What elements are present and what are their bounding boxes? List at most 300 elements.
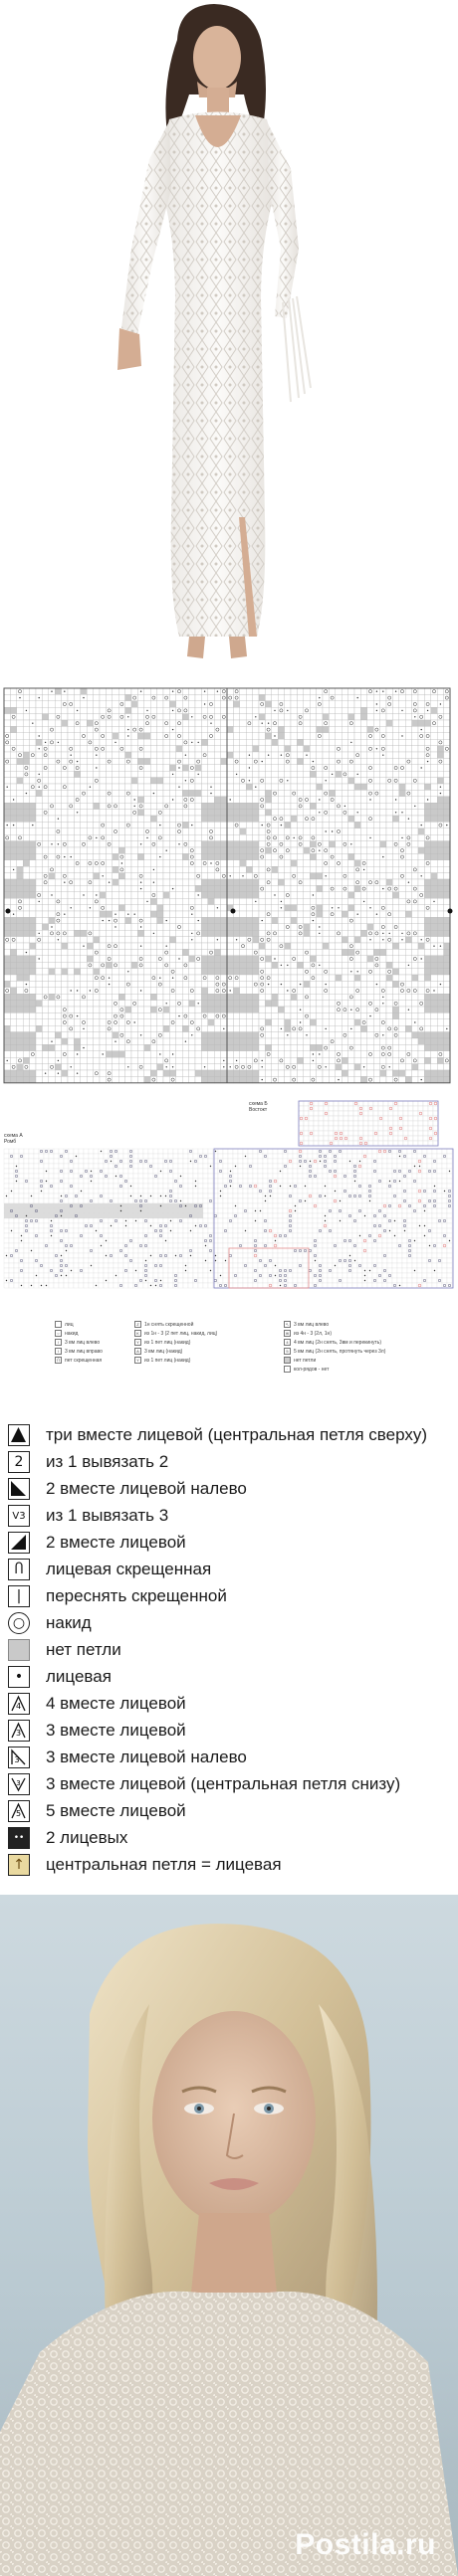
chart-cell (4, 810, 10, 816)
chart-cell (195, 937, 201, 943)
chart-cell (291, 1019, 297, 1025)
chart-cell (233, 707, 239, 713)
chart-cell (240, 943, 246, 949)
chart-cell (208, 1038, 214, 1044)
chart-cell (297, 892, 303, 898)
chart-cell (431, 765, 437, 771)
chart-cell (386, 810, 392, 816)
chart-cell (10, 847, 16, 853)
chart-cell (317, 822, 323, 828)
chart-cell (49, 905, 55, 911)
chart-cell (310, 1007, 316, 1012)
chart-cell (405, 733, 411, 739)
chart-cell (285, 726, 291, 732)
chart-cell (214, 1044, 220, 1050)
chart-cell (278, 949, 284, 955)
chart-cell (233, 739, 239, 745)
chart-cell (310, 866, 316, 872)
chart-cell (380, 1019, 386, 1025)
chart-cell (342, 1038, 347, 1044)
chart-cell (81, 758, 87, 764)
chart-cell (36, 885, 42, 891)
chart-cell (157, 739, 163, 745)
chart-cell (201, 1038, 207, 1044)
chart-cell (189, 803, 195, 809)
chart-cell (373, 733, 379, 739)
chart-cell (106, 860, 112, 866)
chart-cell (317, 917, 323, 923)
chart-cell (195, 803, 201, 809)
knit-mark (262, 920, 263, 921)
chart-cell (81, 1012, 87, 1018)
chart-cell (329, 879, 335, 885)
chart-cell (310, 853, 316, 859)
chart-cell (392, 892, 398, 898)
chart-cell (373, 1007, 379, 1012)
chart-cell (336, 714, 342, 720)
chart-cell (253, 847, 259, 853)
knit-mark (178, 1015, 179, 1016)
chart-cell (87, 937, 93, 943)
chart-cell (304, 810, 310, 816)
chart-cell (354, 981, 360, 987)
chart-cell (437, 937, 443, 943)
chart-cell (265, 988, 271, 994)
chart-cell (291, 911, 297, 917)
chart-cell (49, 752, 55, 758)
chart-cell (201, 956, 207, 962)
chart-cell (240, 752, 246, 758)
chart-cell (189, 1012, 195, 1018)
chart-cell (278, 853, 284, 859)
chart-cell (55, 924, 61, 930)
chart-cell (118, 988, 124, 994)
chart-cell (354, 949, 360, 955)
chart-cell (94, 885, 100, 891)
chart-cell (392, 981, 398, 987)
chart-cell (201, 1044, 207, 1050)
chart-cell (23, 962, 29, 968)
chart-cell (214, 885, 220, 891)
chart-cell (310, 1025, 316, 1031)
chart-cell (208, 962, 214, 968)
chart-cell (17, 1038, 23, 1044)
knit-mark (255, 901, 256, 902)
chart-cell (182, 917, 188, 923)
chart-cell (412, 975, 418, 981)
knit-mark (300, 1021, 301, 1022)
knit-mark (166, 946, 167, 947)
chart-cell (74, 771, 80, 777)
chart-cell (144, 752, 150, 758)
chart-cell (285, 701, 291, 707)
chart-cell (144, 911, 150, 917)
chart-cell (118, 1025, 124, 1031)
chart-cell (68, 860, 74, 866)
chart-cell (285, 1025, 291, 1031)
chart-cell (201, 873, 207, 879)
chart-cell (367, 733, 373, 739)
chart-cell (36, 943, 42, 949)
knit-mark (96, 755, 97, 756)
chart-cell (317, 771, 323, 777)
chart-cell (94, 1070, 100, 1076)
chart-cell (412, 790, 418, 796)
chart-cell (253, 694, 259, 700)
chart-cell (137, 873, 143, 879)
chart-cell (74, 873, 80, 879)
knit-mark (281, 907, 282, 908)
knit-mark (140, 1034, 141, 1035)
chart-cell (36, 1001, 42, 1007)
chart-cell (278, 866, 284, 872)
chart-cell (323, 694, 329, 700)
chart-cell (55, 834, 61, 840)
knit-mark (274, 710, 275, 711)
chart-cell (317, 790, 323, 796)
chart-cell (157, 810, 163, 816)
chart-cell (392, 975, 398, 981)
chart-cell (81, 739, 87, 745)
chart-cell (131, 752, 137, 758)
chart-cell (137, 981, 143, 987)
chart-cell (208, 866, 214, 872)
chart-cell (392, 778, 398, 784)
chart-cell (272, 911, 278, 917)
chart-cell (444, 841, 450, 847)
chart-cell (342, 694, 347, 700)
chart-cell (94, 694, 100, 700)
chart-cell (297, 810, 303, 816)
chart-cell (399, 981, 405, 987)
chart-cell (304, 797, 310, 803)
chart-cell (348, 930, 354, 936)
chart-cell (342, 905, 347, 911)
chart-cell (418, 816, 424, 822)
chart-cell (113, 694, 118, 700)
chart-cell (176, 898, 182, 904)
chart-cell (323, 822, 329, 828)
chart-cell (131, 994, 137, 1000)
chart-cell (291, 1051, 297, 1057)
chart-cell (94, 981, 100, 987)
chart-cell (240, 962, 246, 968)
chart-cell (100, 739, 106, 745)
chart-cell (278, 784, 284, 790)
chart-cell (291, 797, 297, 803)
chart-cell (36, 937, 42, 943)
chart-cell (23, 1057, 29, 1063)
chart-cell (424, 1032, 430, 1038)
chart-cell (272, 873, 278, 879)
chart-cell (137, 937, 143, 943)
chart-cell (233, 917, 239, 923)
chart-cell (157, 694, 163, 700)
chart-cell (17, 746, 23, 752)
chart-cell (201, 892, 207, 898)
chart-cell (297, 930, 303, 936)
chart-cell (412, 930, 418, 936)
chart-cell (182, 1057, 188, 1063)
chart-cell (68, 994, 74, 1000)
chart-cell (17, 688, 23, 694)
chart-cell (342, 975, 347, 981)
chart-cell (49, 797, 55, 803)
chart-cell (144, 860, 150, 866)
chart-cell (373, 778, 379, 784)
chart-cell (169, 924, 175, 930)
chart-cell (30, 1025, 36, 1031)
chart-cell (233, 816, 239, 822)
chart-cell (360, 1032, 366, 1038)
chart-cell (253, 1051, 259, 1057)
chart-cell (49, 981, 55, 987)
chart-cell (106, 765, 112, 771)
chart-cell (144, 1001, 150, 1007)
chart-cell (278, 988, 284, 994)
chart-cell (373, 1001, 379, 1007)
chart-cell (348, 834, 354, 840)
chart-cell (189, 853, 195, 859)
chart-cell (272, 1025, 278, 1031)
chart-cell (285, 810, 291, 816)
chart-cell (412, 810, 418, 816)
chart-cell (137, 1012, 143, 1018)
chart-cell (227, 1051, 233, 1057)
chart-cell (150, 688, 156, 694)
chart-cell (380, 822, 386, 828)
chart-cell (418, 847, 424, 853)
chart-cell (272, 765, 278, 771)
chart-cell (125, 898, 131, 904)
chart-cell (23, 943, 29, 949)
chart-cell (68, 911, 74, 917)
chart-cell (444, 853, 450, 859)
chart-cell (329, 949, 335, 955)
chart-cell (176, 1038, 182, 1044)
chart-cell (323, 949, 329, 955)
chart-cell (157, 988, 163, 994)
chart-cell (265, 803, 271, 809)
chart-cell (81, 701, 87, 707)
chart-cell (405, 720, 411, 726)
chart-cell (201, 720, 207, 726)
knit-mark (140, 882, 141, 883)
chart-cell (259, 892, 265, 898)
chart-cell (424, 873, 430, 879)
chart-cell (360, 879, 366, 885)
chart-cell (380, 1025, 386, 1031)
chart-cell (278, 975, 284, 981)
knit-mark (287, 990, 288, 991)
chart-cell (68, 1070, 74, 1076)
chart-cell (221, 1038, 227, 1044)
chart-cell (392, 733, 398, 739)
chart-cell (113, 746, 118, 752)
chart-cell (424, 911, 430, 917)
chart-cell (131, 924, 137, 930)
chart-cell (399, 746, 405, 752)
chart-cell (23, 701, 29, 707)
knit-mark (427, 799, 428, 800)
chart-cell (182, 975, 188, 981)
chart-cell (17, 898, 23, 904)
chart-cell (380, 949, 386, 955)
chart-cell (240, 981, 246, 987)
chart-cell (444, 1007, 450, 1012)
chart-cell (386, 688, 392, 694)
chart-cell (189, 892, 195, 898)
chart-cell (367, 765, 373, 771)
chart-cell (150, 834, 156, 840)
knit-mark (421, 875, 422, 876)
chart-cell (253, 917, 259, 923)
chart-cell (291, 905, 297, 911)
chart-cell (125, 1070, 131, 1076)
chart-cell (431, 720, 437, 726)
chart-cell (310, 924, 316, 930)
knit-mark (90, 787, 91, 788)
chart-cell (317, 937, 323, 943)
chart-cell (360, 834, 366, 840)
chart-cell (310, 714, 316, 720)
chart-cell (150, 981, 156, 987)
chart-cell (227, 739, 233, 745)
chart-cell (157, 1032, 163, 1038)
chart-cell (437, 714, 443, 720)
chart-cell (118, 892, 124, 898)
chart-cell (304, 733, 310, 739)
chart-cell (380, 873, 386, 879)
chart-cell (157, 847, 163, 853)
chart-cell (214, 1038, 220, 1044)
chart-cell (291, 1057, 297, 1063)
chart-cell (342, 879, 347, 885)
chart-cell (444, 1038, 450, 1044)
chart-cell (94, 1044, 100, 1050)
chart-cell (10, 810, 16, 816)
chart-cell (380, 784, 386, 790)
chart-cell (444, 1012, 450, 1018)
chart-cell (182, 1001, 188, 1007)
knit-mark (191, 716, 192, 717)
knit-mark (77, 710, 78, 711)
chart-cell (189, 758, 195, 764)
chart-cell (4, 981, 10, 987)
chart-cell (253, 733, 259, 739)
chart-cell (431, 739, 437, 745)
chart-cell (195, 911, 201, 917)
chart-cell (68, 1051, 74, 1057)
chart-cell (424, 810, 430, 816)
chart-cell (304, 911, 310, 917)
chart-cell (23, 822, 29, 828)
chart-cell (137, 1001, 143, 1007)
chart-cell (17, 758, 23, 764)
chart-cell (392, 1012, 398, 1018)
chart-cell (4, 828, 10, 834)
knit-mark (319, 933, 320, 934)
chart-cell (240, 860, 246, 866)
chart-cell (169, 988, 175, 994)
chart-cell (367, 1007, 373, 1012)
chart-cell (424, 720, 430, 726)
chart-cell (106, 1070, 112, 1076)
chart-cell (444, 701, 450, 707)
chart-cell (291, 1001, 297, 1007)
chart-cell (118, 688, 124, 694)
chart-cell (354, 956, 360, 962)
chart-cell (329, 1038, 335, 1044)
chart-cell (4, 943, 10, 949)
chart-cell (246, 1012, 252, 1018)
chart-cell (74, 905, 80, 911)
chart-cell (106, 898, 112, 904)
chart-cell (386, 975, 392, 981)
chart-cell (163, 873, 169, 879)
knit-mark (440, 787, 441, 788)
chart-cell (94, 733, 100, 739)
chart-cell (49, 790, 55, 796)
chart-cell (125, 790, 131, 796)
chart-cell (354, 930, 360, 936)
chart-cell (424, 853, 430, 859)
chart-cell (399, 911, 405, 917)
chart-cell (310, 810, 316, 816)
chart-cell (392, 853, 398, 859)
chart-cell (182, 810, 188, 816)
chart-cell (405, 898, 411, 904)
chart-cell (386, 853, 392, 859)
chart-cell (100, 733, 106, 739)
chart-cell (348, 905, 354, 911)
chart-cell (55, 803, 61, 809)
chart-cell (444, 720, 450, 726)
chart-cell (412, 924, 418, 930)
chart-cell (100, 1070, 106, 1076)
chart-cell (201, 771, 207, 777)
chart-cell (431, 841, 437, 847)
chart-cell (367, 917, 373, 923)
chart-cell (240, 1025, 246, 1031)
chart-cell (87, 962, 93, 968)
chart-cell (163, 694, 169, 700)
chart-cell (10, 930, 16, 936)
chart-cell (144, 994, 150, 1000)
chart-cell (278, 956, 284, 962)
chart-cell (49, 847, 55, 853)
chart-cell (418, 988, 424, 994)
chart-cell (329, 784, 335, 790)
chart-cell (74, 1064, 80, 1070)
chart-cell (399, 758, 405, 764)
chart-cell (437, 834, 443, 840)
chart-cell (317, 1012, 323, 1018)
chart-cell (437, 962, 443, 968)
chart-cell (81, 828, 87, 834)
chart-cell (100, 847, 106, 853)
chart-cell (240, 930, 246, 936)
chart-cell (55, 930, 61, 936)
chart-cell (182, 943, 188, 949)
chart-cell (278, 803, 284, 809)
chart-cell (189, 1044, 195, 1050)
chart-cell (386, 771, 392, 777)
chart-cell (74, 726, 80, 732)
chart-cell (36, 917, 42, 923)
chart-cell (380, 905, 386, 911)
chart-cell (297, 841, 303, 847)
